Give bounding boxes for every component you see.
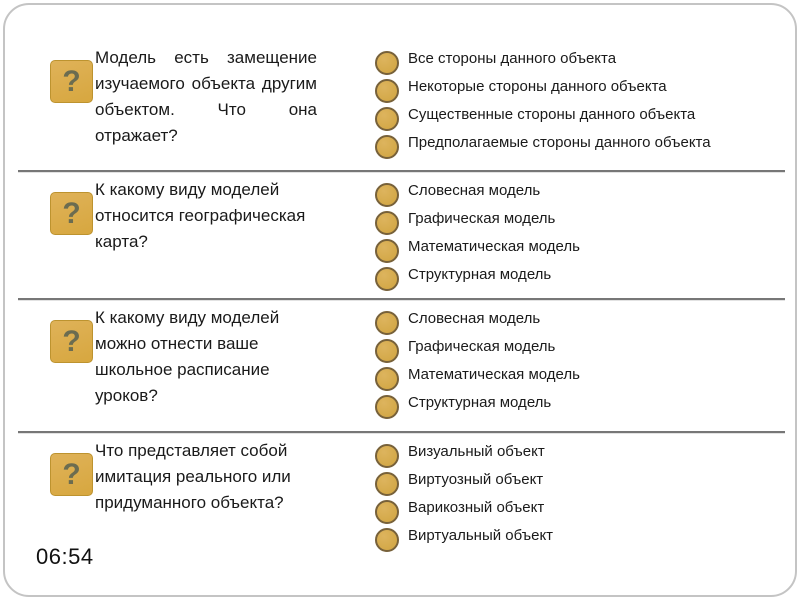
question-icon-column [0,433,95,600]
question-mark-glyph: ? [62,196,81,230]
question-rows-container [0,40,800,600]
answer-option[interactable] [375,260,580,288]
question-row [0,300,800,433]
answer-option-label: Графическая модель [408,337,556,355]
radio-bullet-icon[interactable] [375,367,399,391]
question-text: Что представляет собой имитация реального или придуманного объекта? [95,441,291,512]
question-text: Модель есть замещение изучаемого объекта другим объектом. Что она отражает? [95,48,317,145]
answer-option[interactable] [375,493,553,521]
answer-option-label: Варикозный объект [408,498,545,516]
radio-bullet-icon[interactable] [375,267,399,291]
question-mark-icon [50,320,93,363]
timer-display: 06:54 [36,544,94,569]
radio-bullet-icon[interactable] [375,472,399,496]
answer-option[interactable] [375,437,553,465]
answer-option[interactable] [375,332,580,360]
options-list [375,172,580,288]
answer-option-label: Словесная модель [408,181,541,199]
options-list [375,433,553,549]
answer-option-label: Математическая модель [408,365,580,383]
answer-option[interactable] [375,232,580,260]
answer-option-label: Структурная модель [408,265,552,283]
question-row [0,172,800,300]
question-mark-icon [50,453,93,496]
question-icon-column [0,172,95,300]
answer-option[interactable] [375,176,580,204]
answer-option-label: Визуальный объект [408,442,545,460]
question-mark-glyph: ? [62,457,81,491]
question-mark-glyph: ? [62,324,81,358]
answer-option-label: Виртуальный объект [408,526,554,544]
radio-bullet-icon[interactable] [375,239,399,263]
radio-bullet-icon[interactable] [375,79,399,103]
answer-option[interactable] [375,304,580,332]
question-text: К какому виду моделей относится географическая карта? [95,180,306,251]
answer-option[interactable] [375,465,553,493]
answer-option-label: Все стороны данного объекта [408,49,617,67]
answer-option-label: Структурная модель [408,393,552,411]
question-text: К какому виду моделей можно отнести ваше школьное расписание уроков? [95,308,280,405]
radio-bullet-icon[interactable] [375,51,399,75]
question-row [0,433,800,600]
question-mark-icon [50,192,93,235]
answer-option-label: Словесная модель [408,309,541,327]
radio-bullet-icon[interactable] [375,444,399,468]
answer-option[interactable] [375,388,580,416]
answer-option-label: Предполагаемые стороны данного объекта [408,133,711,151]
answer-option[interactable] [375,204,580,232]
radio-bullet-icon[interactable] [375,528,399,552]
answer-option-label: Виртуозный объект [408,470,544,488]
question-mark-icon [50,60,93,103]
radio-bullet-icon[interactable] [375,107,399,131]
radio-bullet-icon[interactable] [375,339,399,363]
radio-bullet-icon[interactable] [375,135,399,159]
options-list [375,300,580,416]
answer-option[interactable] [375,128,711,156]
answer-option[interactable] [375,100,711,128]
question-icon-column [0,40,95,172]
radio-bullet-icon[interactable] [375,183,399,207]
answer-option-label: Графическая модель [408,209,556,227]
answer-option-label: Математическая модель [408,237,580,255]
options-list [375,40,711,156]
answer-option[interactable] [375,521,553,549]
radio-bullet-icon[interactable] [375,311,399,335]
answer-option[interactable] [375,72,711,100]
answer-option-label: Существенные стороны данного объекта [408,105,696,123]
radio-bullet-icon[interactable] [375,395,399,419]
radio-bullet-icon[interactable] [375,500,399,524]
answer-option[interactable] [375,44,711,72]
question-row [0,40,800,172]
answer-option[interactable] [375,360,580,388]
radio-bullet-icon[interactable] [375,211,399,235]
answer-option-label: Некоторые стороны данного объекта [408,77,667,95]
question-icon-column [0,300,95,433]
question-mark-glyph: ? [62,64,81,98]
